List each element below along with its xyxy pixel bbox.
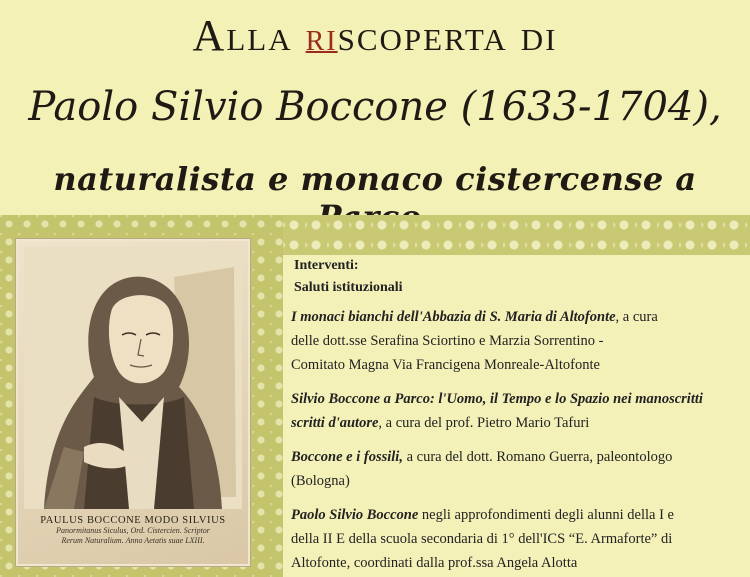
- portrait-caption: [22, 515, 244, 546]
- caption-line-3: Rerum Naturalium. Anno Aetatis suae LXIII.: [61, 536, 205, 545]
- header-banner: [0, 0, 750, 215]
- title-part1: Alla: [192, 11, 306, 60]
- monk-portrait-illustration: [24, 247, 242, 509]
- caption-line-1: PAULUS BOCCONE MODO SILVIUS: [40, 515, 226, 526]
- talk-1-line-3: Comitato Magna Via Francigena Monreale-Altofonte: [291, 357, 600, 373]
- portrait-engraving: [15, 238, 251, 567]
- talk-2-title: Silvio Boccone a Parco: l'Uomo, il Tempo e lo Spazio nei manoscritti: [291, 391, 703, 407]
- talk-3-line-2: (Bologna): [291, 473, 350, 489]
- caption-line-2: Panormitanus Siculus, Ord. Cistercien. Scriptor: [56, 526, 210, 535]
- talk-4-title: Paolo Silvio Boccone: [291, 507, 419, 523]
- greetings-line: Saluti istituzionali: [294, 280, 403, 295]
- talk-1-line-2: delle dott.sse Serafina Sciortino e Marzia Sorrentino -: [291, 333, 604, 349]
- title-part2: scoperta di: [337, 11, 558, 60]
- talk-4-line-2: della II E della scuola secondaria di 1° dell'ICS “E. Armaforte” di: [291, 531, 673, 547]
- title-highlight: ri: [305, 14, 338, 59]
- talk-4-line-3: Altofonte, coordinati dalla prof.ssa Angela Alotta: [291, 555, 578, 571]
- program-heading: Interventi:: [294, 258, 359, 273]
- tagline: naturalista e monaco cistercense a: [53, 160, 697, 198]
- talk-1-title: I monaci bianchi dell'Abbazia di S. Maria di Altofonte: [291, 309, 616, 325]
- talk-3-line-1: Boccone e i fossili, a cura del dott. Romano Guerra, paleontologo: [291, 449, 673, 465]
- talk-1-line-1: I monaci bianchi dell'Abbazia di S. Maria di Altofonte, a cura: [291, 309, 658, 325]
- talk-2-line-2: scritti d'autore, a cura del prof. Pietro Mario Tafuri: [291, 415, 590, 431]
- talk-3-title: Boccone e i fossili,: [291, 449, 403, 465]
- subtitle: Paolo Silvio Boccone (1633-1704),: [28, 84, 722, 130]
- program-panel: [283, 255, 750, 577]
- page-title: [0, 10, 750, 61]
- talk-4-line-1: Paolo Silvio Boccone negli approfondimenti degli alunni della I e: [291, 507, 674, 523]
- top-pattern-strip: [283, 215, 750, 255]
